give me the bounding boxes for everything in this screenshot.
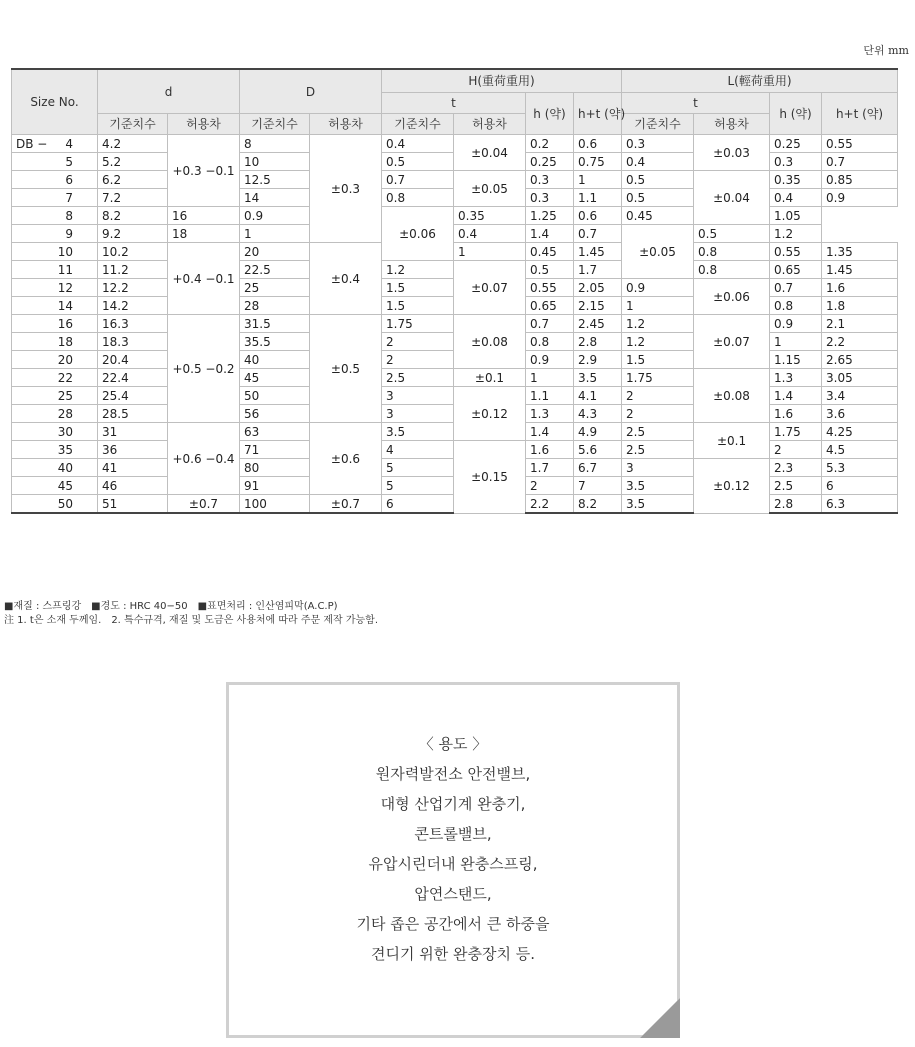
L-ht-cell: 4.5 [822,441,898,459]
L-h-cell: 0.9 [770,315,822,333]
L-ht-cell: 0.55 [822,135,898,153]
H-h-cell: 0.7 [526,315,574,333]
L-t-base-cell: 1.75 [622,369,694,387]
L-t-base-cell: 0.9 [622,279,694,297]
L-ht-cell: 1.6 [822,279,898,297]
L-h-cell: 0.5 [694,225,770,243]
d-base-cell: 14.2 [98,297,168,315]
H-ht-cell: 0.75 [574,153,622,171]
table-row [12,315,898,333]
d-tol-cell: +0.4 −0.1 [168,243,240,315]
D-base-cell: 63 [240,423,310,441]
usage-box [226,682,680,1038]
usage-line: 콘트롤밸브, [414,825,492,843]
L-t-base-cell: 1 [622,297,694,315]
d-base-cell: 41 [98,459,168,477]
L-t-base-cell: 0.8 [694,261,770,279]
header-H-ht: h+t (약) [574,93,622,135]
header-d-base: 기준치수 [98,114,168,135]
d-base-cell: 11.2 [98,261,168,279]
H-h-cell: 2.2 [526,495,574,514]
L-t-base-cell: 2 [622,405,694,423]
table-row [12,261,898,279]
H-h-cell: 0.5 [526,261,574,279]
size-no-cell: 5 [54,153,98,171]
L-h-cell: 2.5 [770,477,822,495]
H-ht-cell: 4.1 [574,387,622,405]
L-ht-cell: 0.85 [822,171,898,189]
H-h-cell: 0.8 [526,333,574,351]
L-h-cell: 0.25 [770,135,822,153]
header-H-h: h (약) [526,93,574,135]
H-ht-cell: 1 [574,171,622,189]
H-ht-cell: 2.8 [574,333,622,351]
L-ht-cell: 1.2 [770,225,822,243]
table-row [12,243,898,261]
L-h-cell: 0.8 [770,297,822,315]
d-base-cell: 10.2 [98,243,168,261]
H-t-base-cell: 6 [382,495,454,514]
H-t-base-cell: 5 [382,477,454,495]
usage-title: 〈 용도 〉 [418,735,488,753]
H-ht-cell: 2.05 [574,279,622,297]
L-t-base-cell: 3.5 [622,477,694,495]
L-ht-cell: 1.05 [770,207,822,225]
D-base-cell: 8 [240,135,310,153]
L-ht-cell: 2.1 [822,315,898,333]
L-t-tol-cell: ±0.05 [622,225,694,279]
d-base-cell: 28.5 [98,405,168,423]
L-t-base-cell: 1.2 [622,315,694,333]
size-no-cell: 25 [54,387,98,405]
header-d: d [98,69,240,114]
L-h-cell: 0.45 [622,207,694,225]
L-ht-cell: 6 [822,477,898,495]
H-h-cell: 0.65 [526,297,574,315]
size-prefix-blank [12,279,54,297]
header-L-h: h (약) [770,93,822,135]
d-base-cell: 16.3 [98,315,168,333]
H-ht-cell: 8.2 [574,495,622,514]
D-tol-cell: ±0.3 [310,135,382,243]
L-t-tol-cell: ±0.06 [694,279,770,315]
size-prefix-blank [12,477,54,495]
spec-table [11,68,898,514]
d-base-cell: 12.2 [98,279,168,297]
size-no-cell: 22 [54,369,98,387]
usage-lines [229,729,677,969]
d-base-cell: 36 [98,441,168,459]
L-t-base-cell: 0.5 [622,171,694,189]
size-prefix-blank [12,459,54,477]
size-no-cell: 35 [54,441,98,459]
L-h-cell: 0.55 [770,243,822,261]
L-ht-cell: 1.45 [822,261,898,279]
size-no-cell: 14 [54,297,98,315]
size-prefix-blank [12,315,54,333]
size-prefix-blank [12,495,54,514]
H-ht-cell: 2.45 [574,315,622,333]
L-h-cell: 2.3 [770,459,822,477]
header-D-tol: 허용차 [310,114,382,135]
size-no-cell: 9 [54,225,98,243]
H-ht-cell: 2.9 [574,351,622,369]
size-no-cell: 4 [54,135,98,153]
L-h-cell: 1 [770,333,822,351]
L-h-cell: 2.8 [770,495,822,514]
L-t-base-cell: 0.6 [574,207,622,225]
D-tol-cell: ±0.5 [310,315,382,423]
H-ht-cell: 1.7 [574,261,622,279]
size-prefix-blank [12,369,54,387]
H-h-cell: 1.1 [526,387,574,405]
H-t-base-cell: 1 [454,243,526,261]
size-prefix-blank [12,351,54,369]
H-t-base-cell: 1.5 [382,297,454,315]
header-L-t-base: 기준치수 [622,114,694,135]
size-no-cell: 30 [54,423,98,441]
size-no-cell: 6 [54,171,98,189]
D-base-cell: 14 [240,189,310,207]
L-h-cell: 2 [770,441,822,459]
L-t-base-cell: 2.5 [622,441,694,459]
header-H-t: t [382,93,526,114]
header-H-t-base: 기준치수 [382,114,454,135]
L-ht-cell: 6.3 [822,495,898,514]
size-prefix-blank [12,243,54,261]
size-prefix-blank [12,297,54,315]
L-t-tol-cell: ±0.07 [694,315,770,369]
D-base-cell: 100 [240,495,310,514]
H-t-base-cell: 3.5 [382,423,454,441]
d-base-cell: 18.3 [98,333,168,351]
H-h-cell: 2 [526,477,574,495]
d-base-cell: 8.2 [98,207,168,225]
D-base-cell: 80 [240,459,310,477]
H-t-base-cell: 0.9 [240,207,310,225]
D-base-cell: 56 [240,405,310,423]
H-h-cell: 0.45 [526,243,574,261]
d-base-cell: 22.4 [98,369,168,387]
H-t-base-cell: 0.7 [382,171,454,189]
size-prefix: DB − [12,135,54,153]
size-prefix-blank [12,225,54,243]
L-h-cell: 0.3 [770,153,822,171]
d-base-cell: 4.2 [98,135,168,153]
H-t-base-cell: 1 [240,225,310,243]
H-t-tol-cell: ±0.12 [454,387,526,441]
L-t-tol-cell: ±0.12 [694,459,770,514]
size-no-cell: 18 [54,333,98,351]
H-ht-cell: 2.15 [574,297,622,315]
size-prefix-blank [12,333,54,351]
L-t-tol-cell: ±0.1 [694,423,770,459]
D-base-cell: 31.5 [240,315,310,333]
L-ht-cell: 1.35 [822,243,898,261]
H-t-tol-cell: ±0.1 [454,369,526,387]
header-L-t-tol: 허용차 [694,114,770,135]
H-t-base-cell: 0.5 [382,153,454,171]
L-h-cell: 0.7 [770,279,822,297]
size-no-cell: 28 [54,405,98,423]
L-ht-cell: 0.9 [822,189,898,207]
H-t-tol-cell: ±0.08 [454,315,526,369]
d-base-cell: 31 [98,423,168,441]
D-tol-cell: ±0.6 [310,423,382,495]
D-base-cell: 16 [168,207,240,225]
size-no-cell: 40 [54,459,98,477]
D-tol-cell: ±0.7 [310,495,382,514]
D-base-cell: 22.5 [240,261,310,279]
d-base-cell: 46 [98,477,168,495]
D-base-cell: 18 [168,225,240,243]
H-h-cell: 1.7 [526,459,574,477]
d-tol-cell: +0.6 −0.4 [168,423,240,495]
H-h-cell: 0.55 [526,279,574,297]
L-t-base-cell: 0.7 [574,225,622,243]
D-base-cell: 20 [240,243,310,261]
usage-line: 원자력발전소 안전밸브, [375,765,531,783]
D-tol-cell: ±0.4 [310,243,382,315]
L-t-tol-cell: ±0.08 [694,369,770,423]
size-no-cell: 7 [54,189,98,207]
header-L-t: t [622,93,770,114]
L-h-cell: 1.3 [770,369,822,387]
L-t-base-cell: 1.2 [622,333,694,351]
H-t-base-cell: 3 [382,387,454,405]
size-prefix-blank [12,189,54,207]
L-ht-cell: 2.2 [822,333,898,351]
H-t-base-cell: 0.4 [382,135,454,153]
size-no-cell: 10 [54,243,98,261]
H-t-base-cell: 2.5 [382,369,454,387]
size-no-cell: 8 [54,207,98,225]
usage-line: 유압시린더내 완충스프링, [368,855,538,873]
header-D: D [240,69,382,114]
D-base-cell: 50 [240,387,310,405]
d-base-cell: 51 [98,495,168,514]
H-h-cell: 0.25 [526,153,574,171]
L-h-cell: 0.4 [770,189,822,207]
L-t-base-cell: 2 [622,387,694,405]
L-t-base-cell: 0.4 [622,153,694,171]
size-prefix-blank [12,441,54,459]
H-t-base-cell: 0.8 [382,189,454,207]
H-h-cell: 1 [526,369,574,387]
H-h-cell: 1.6 [526,441,574,459]
H-t-base-cell: 2 [382,351,454,369]
H-t-tol-cell: ±0.07 [454,261,526,315]
unit-label: 단위 mm [863,44,909,57]
d-tol-cell: +0.5 −0.2 [168,315,240,423]
L-ht-cell: 3.6 [822,405,898,423]
L-ht-cell: 5.3 [822,459,898,477]
H-t-base-cell: 3 [382,405,454,423]
size-prefix-blank [12,207,54,225]
d-base-cell: 25.4 [98,387,168,405]
L-ht-cell: 1.8 [822,297,898,315]
d-base-cell: 9.2 [98,225,168,243]
L-t-base-cell: 0.8 [694,243,770,261]
header-L: L(輕荷重用) [622,69,898,93]
size-prefix-blank [12,423,54,441]
L-h-cell: 1.6 [770,405,822,423]
L-ht-cell: 3.05 [822,369,898,387]
H-h-cell: 0.2 [526,135,574,153]
H-h-cell: 0.35 [454,207,526,225]
H-t-tol-cell: ±0.04 [454,135,526,171]
H-ht-cell: 7 [574,477,622,495]
L-ht-cell: 0.7 [822,153,898,171]
H-ht-cell: 3.5 [574,369,622,387]
L-ht-cell: 4.25 [822,423,898,441]
L-t-base-cell: 1.5 [622,351,694,369]
header-L-ht: h+t (약) [822,93,898,135]
L-h-cell: 1.75 [770,423,822,441]
size-no-cell: 20 [54,351,98,369]
d-tol-cell: ±0.7 [168,495,240,514]
d-base-cell: 5.2 [98,153,168,171]
L-t-base-cell: 0.5 [622,189,694,207]
L-h-cell: 0.65 [770,261,822,279]
H-ht-cell: 1.1 [574,189,622,207]
L-ht-cell: 3.4 [822,387,898,405]
spec-table-body [12,135,898,514]
H-ht-cell: 4.3 [574,405,622,423]
L-h-cell: 1.15 [770,351,822,369]
L-t-tol-cell: ±0.04 [694,171,770,225]
header-H-t-tol: 허용차 [454,114,526,135]
H-ht-cell: 5.6 [574,441,622,459]
D-base-cell: 40 [240,351,310,369]
size-prefix-blank [12,261,54,279]
L-h-cell: 1.4 [770,387,822,405]
H-t-base-cell: 4 [382,441,454,459]
D-base-cell: 45 [240,369,310,387]
H-ht-cell: 1.45 [574,243,622,261]
notes-line-1: ■재질 : 스프링강 ■경도 : HRC 40−50 ■표면처리 : 인산염피막(A.C.P) [4,601,338,612]
H-h-cell: 0.3 [526,171,574,189]
L-t-base-cell: 2.5 [622,423,694,441]
d-base-cell: 7.2 [98,189,168,207]
usage-line: 기타 좁은 공간에서 큰 하중을 [356,915,550,933]
size-no-cell: 12 [54,279,98,297]
H-h-cell: 0.3 [526,189,574,207]
H-ht-cell: 6.7 [574,459,622,477]
header-H: H(重荷重用) [382,69,622,93]
table-row [12,135,898,153]
L-t-base-cell: 0.3 [622,135,694,153]
d-tol-cell: +0.3 −0.1 [168,135,240,207]
H-t-base-cell: 1.75 [382,315,454,333]
H-ht-cell: 1.4 [526,225,574,243]
header-d-tol: 허용차 [168,114,240,135]
H-ht-cell: 4.9 [574,423,622,441]
table-row [12,225,898,243]
usage-line: 압연스탠드, [414,885,492,903]
header-size: Size No. [12,69,98,135]
L-h-cell: 0.35 [770,171,822,189]
D-base-cell: 10 [240,153,310,171]
size-no-cell: 45 [54,477,98,495]
H-t-base-cell: 2 [382,333,454,351]
size-no-cell: 50 [54,495,98,514]
H-t-tol-cell: ±0.15 [454,441,526,514]
H-t-base-cell: 5 [382,459,454,477]
usage-line: 대형 산업기계 완충기, [380,795,526,813]
D-base-cell: 28 [240,297,310,315]
D-base-cell: 35.5 [240,333,310,351]
usage-line: 견디기 위한 완충장치 등. [371,945,535,963]
size-prefix-blank [12,387,54,405]
size-prefix-blank [12,405,54,423]
H-ht-cell: 0.6 [574,135,622,153]
L-ht-cell: 2.65 [822,351,898,369]
H-h-cell: 1.3 [526,405,574,423]
page-fold-corner [640,998,680,1038]
L-t-base-cell: 3 [622,459,694,477]
d-base-cell: 20.4 [98,351,168,369]
header-D-base: 기준치수 [240,114,310,135]
L-t-base-cell: 3.5 [622,495,694,514]
D-base-cell: 71 [240,441,310,459]
size-prefix-blank [12,153,54,171]
D-base-cell: 12.5 [240,171,310,189]
table-row [12,369,898,387]
size-no-cell: 16 [54,315,98,333]
H-t-tol-cell: ±0.05 [454,171,526,207]
size-prefix-blank [12,171,54,189]
H-h-cell: 1.4 [526,423,574,441]
H-t-base-cell: 1.2 [382,261,454,279]
H-t-tol-cell: ±0.06 [382,207,454,261]
d-base-cell: 6.2 [98,171,168,189]
table-row [12,171,898,189]
H-t-base-cell: 1.5 [382,279,454,297]
D-base-cell: 91 [240,477,310,495]
notes-line-2: 注 1. t은 소재 두께임. 2. 특수규격, 재질 및 도금은 사용처에 따라 주문 제작 가능함. [4,615,379,626]
H-ht-cell: 1.25 [526,207,574,225]
H-h-cell: 0.9 [526,351,574,369]
H-h-cell: 0.4 [454,225,526,243]
L-t-tol-cell: ±0.03 [694,135,770,171]
size-no-cell: 11 [54,261,98,279]
D-base-cell: 25 [240,279,310,297]
notes [4,600,378,628]
